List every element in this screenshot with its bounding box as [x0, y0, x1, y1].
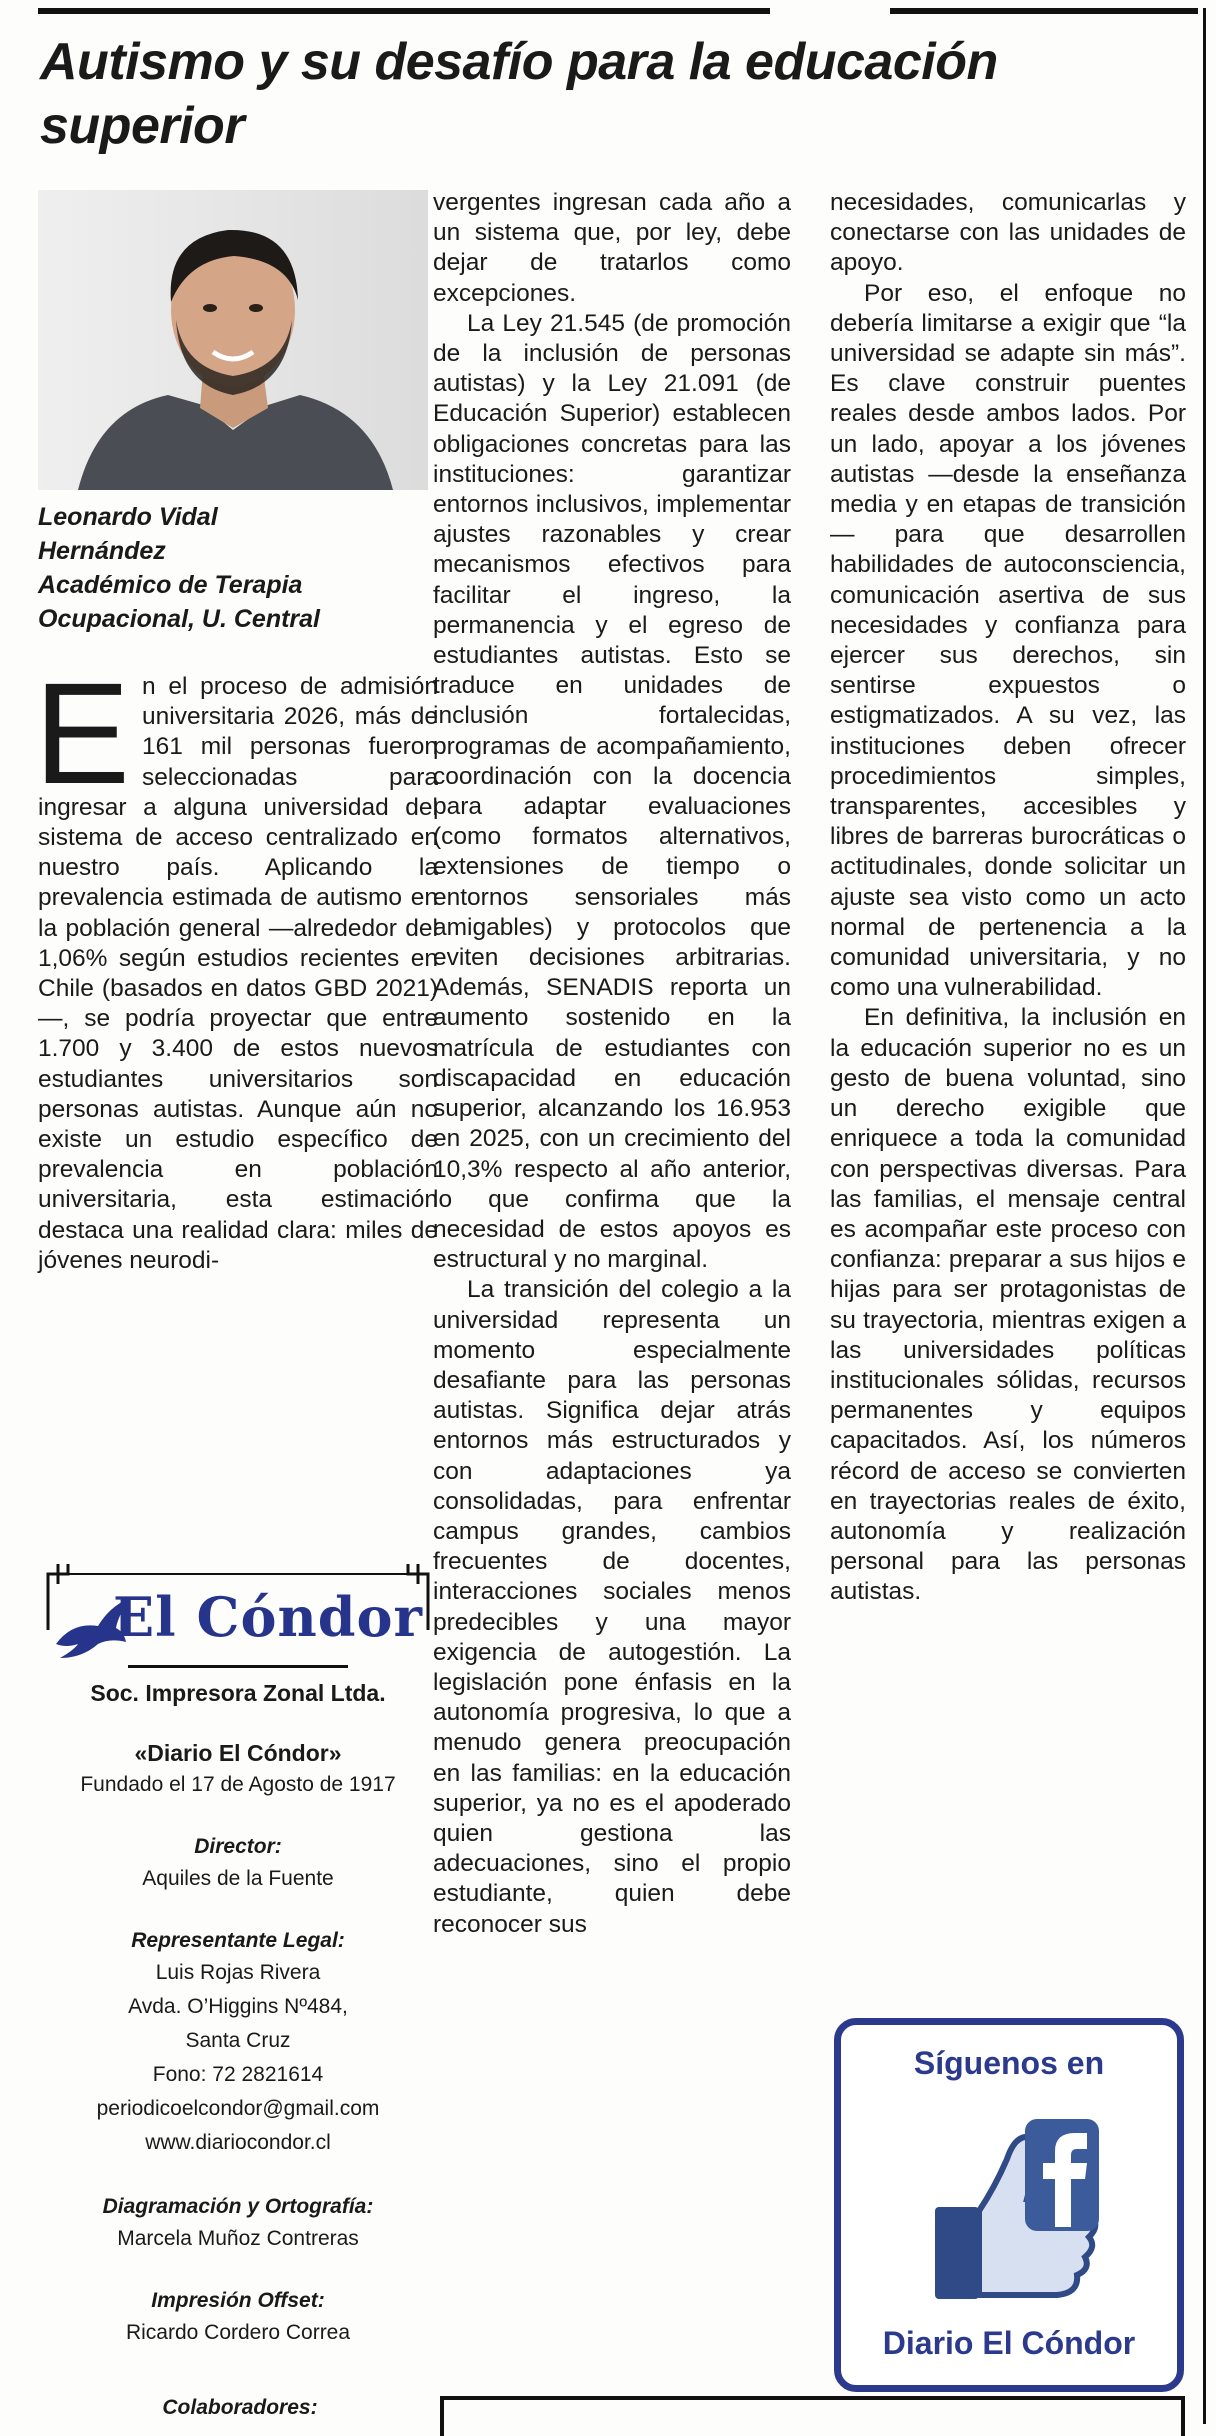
social-follow-box[interactable]: [834, 2018, 1184, 2392]
director-label: Director:: [194, 1835, 282, 1858]
director-name: Aquiles de la Fuente: [142, 1867, 334, 1890]
drop-cap: E: [34, 653, 131, 814]
author-photo: [38, 190, 428, 490]
column-3-paragraph-2: Por eso, el enfoque no debería limitarse a exigir que “la universidad se adapte sin más”. Es clave construir puentes reales desde ambos lados. Por un lado, apoyar a los jóvenes autistas —desde la enseñanza media y en etapas de transición— para que desarrollen habilidades de autoconsciencia, comunicación asertiva de sus necesidades y confianza para ejercer sus derechos, sin sentirse expuestos o estigmatizados. A su vez, las instituciones deben ofrecer procedimientos simples, transparentes, accesibles y libres de barreras burocráticas o actitudinales, donde solicitar un ajuste sea visto como un acto normal de pertenencia a la comunidad universitaria, y no como una vulnerabilidad.: [830, 279, 1186, 1002]
article-column-2: [433, 188, 791, 1940]
print-label: Impresión Offset:: [151, 2289, 325, 2312]
masthead-box: [38, 1560, 438, 2380]
article-column-3: [830, 188, 1186, 1608]
masthead-founded: Fundado el 17 de Agosto de 1917: [80, 1773, 396, 1796]
column-1-paragraph-1: n el proceso de admisión universitaria 2026, más de 161 mil personas fueron seleccionadas para ingresar a alguna universidad del sistema de acceso centralizado en nuestro país. Aplicando la prevalencia estimada de autismo en la población general —alrededor del 1,06% según estudios recientes en Chile (basados en datos GBD 2021)—, se podría proyectar que entre 1.700 y 3.400 de estos nuevos estudiantes universitarios son personas autistas. Aunque aún no existe un estudio específico de prevalencia en población universitaria, esta estimación destaca una realidad clara: miles de jóvenes neurodi-: [38, 673, 438, 1274]
article-column-1: [34, 653, 438, 1276]
social-account-name: Diario El Cóndor: [882, 2325, 1136, 2361]
headline: Autismo y su desafío para la educación superior: [40, 33, 998, 155]
author-name-line2: Hernández: [38, 537, 166, 565]
legal-rep-label: Representante Legal:: [131, 1929, 345, 1952]
social-heading: Síguenos en: [913, 2045, 1105, 2081]
masthead-title: El Cóndor: [113, 1585, 423, 1649]
masthead-publisher: Soc. Impresora Zonal Ltda.: [90, 1680, 386, 1706]
author-portrait-image: [38, 190, 428, 490]
column-2-paragraph-2: La Ley 21.545 (de promoción de la inclusión de personas autistas) y la Ley 21.091 (de Educación Superior) establecen obligaciones concretas para las instituciones: garantizar entornos inclusivos, implementar ajustes razonables y crear mecanismos efectivos para facilitar el ingreso, la permanencia y el egreso de estudiantes autistas. Esto se traduce en unidades de inclusión fortalecidas, programas de acompañamiento, coordinación con la docencia para adaptar evaluaciones (como formatos alternativos, extensiones de tiempo o entornos sensoriales más amigables) y protocolos que eviten decisiones arbitrarias. Además, SENADIS reporta un aumento sostenido en la matrícula de estudiantes con discapacidad en educación superior, alcanzando los 16.953 en 2025, con un crecimiento del 10,3% respecto al año anterior, lo que confirma que la necesidad de estos apoyos es estructural y no marginal.: [433, 309, 791, 1274]
column-3-paragraph-1: necesidades, comunicarlas y conectarse con las unidades de apoyo.: [830, 189, 1186, 277]
top-rule-gap: [770, 0, 890, 20]
column-2-paragraph-3: La transición del colegio a la universidad representa un momento especialmente desafiante para las personas autistas. Significa dejar atrás entornos más estructurados y con adaptaciones ya consolidadas, para enfrentar campus grandes, cambios frecuentes de docentes, interacciones sociales menos predecibles y una mayor exigencia de autogestión. La legislación pone énfasis en la autonomía progresiva, lo que a menudo genera preocupación en las familias: en la educación superior, ya no es el apoderado quien gestiona las adecuaciones, sino el propio estudiante, quien debe reconocer sus: [433, 1276, 791, 1938]
website-link[interactable]: www.diariocondor.cl: [145, 2131, 331, 2154]
facebook-thumbs-up-icon: [929, 2115, 1103, 2305]
top-rule: [38, 8, 1198, 14]
layout-label: Diagramación y Ortografía:: [102, 2195, 374, 2218]
phone: Fono: 72 2821614: [152, 2063, 324, 2086]
address-line-1: Avda. O’Higgins Nº484,: [128, 1995, 348, 2018]
legal-rep-name: Luis Rojas Rivera: [155, 1961, 321, 1984]
bottom-frame: [440, 2396, 1185, 2436]
author-role-line1: Académico de Terapia: [38, 571, 303, 599]
masthead-divider: [128, 1665, 348, 1668]
column-2-paragraph-1: vergentes ingresan cada año a un sistema que, por ley, debe dejar de tratarlos como excepciones.: [433, 189, 791, 307]
masthead-paper-name: «Diario El Cóndor»: [134, 1740, 342, 1766]
author-name-line1: Leonardo Vidal: [38, 503, 218, 531]
collaborators-label: Colaboradores:: [162, 2396, 318, 2419]
right-column-rule: [1203, 8, 1206, 2424]
layout-name: Marcela Muñoz Contreras: [117, 2227, 359, 2250]
email-link[interactable]: periodicoelcondor@gmail.com: [96, 2097, 380, 2120]
column-3-paragraph-3: En definitiva, la inclusión en la educación superior no es un gesto de buena voluntad, sino un derecho exigible que enriquece a toda la comunidad con perspectivas diversas. Para las familias, el mensaje central es acompañar este proceso con confianza: preparar a sus hijos e hijas para ser protagonistas de su trayectoria, mientras exigen a las universidades políticas institucionales sólidas, recursos permanentes y equipos capacitados. Así, los números récord de acceso se convierten en trayectorias reales de éxito, autonomía y realización personal para las personas autistas.: [830, 1004, 1186, 1606]
author-byline: [38, 500, 438, 636]
address-line-2: Santa Cruz: [185, 2029, 291, 2052]
print-name: Ricardo Cordero Correa: [125, 2321, 351, 2344]
author-role-line2: Ocupacional, U. Central: [38, 605, 321, 633]
